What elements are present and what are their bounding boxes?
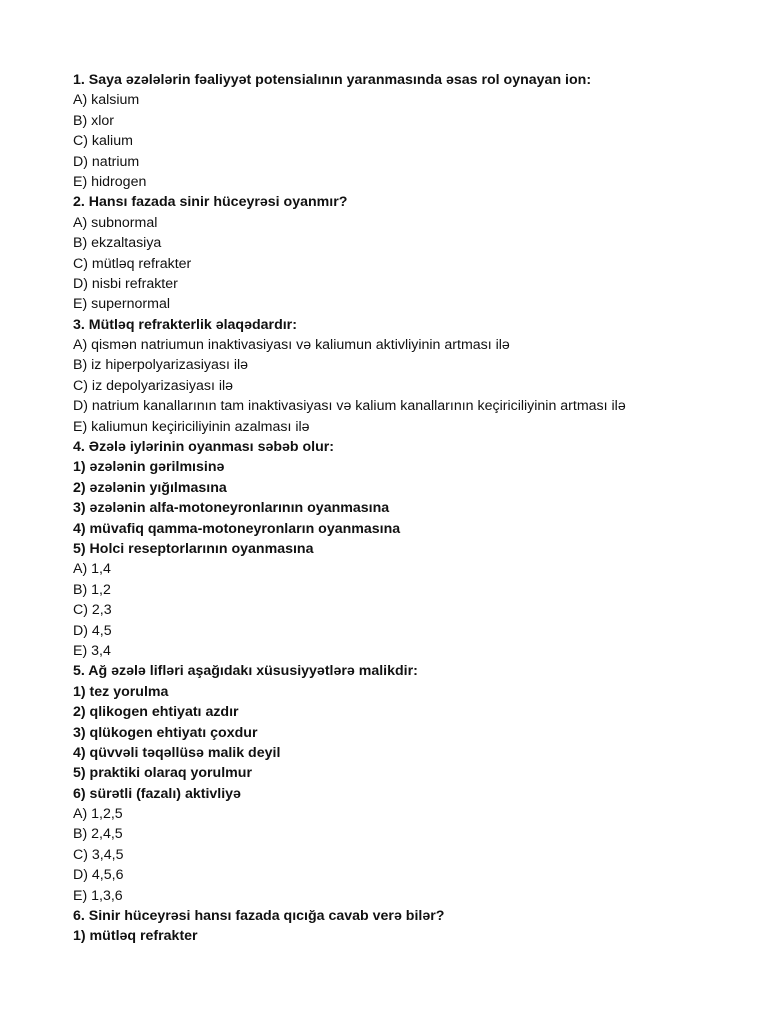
statement-item: 1) əzələnin gərilmısinə: [73, 459, 225, 476]
answer-option: C) 3,4,5: [73, 846, 124, 863]
statement-item: 3) qlükogen ehtiyatı çoxdur: [73, 724, 258, 741]
answer-option: C) kalium: [73, 133, 133, 150]
statement-item: 2) əzələnin yığılmasına: [73, 479, 227, 496]
statement-item: 6) sürətli (fazalı) aktivliyə: [73, 785, 241, 802]
answer-option: E) supernormal: [73, 296, 170, 313]
question-text: 5. Ağ əzələ lifləri aşağıdakı xüsusiyyətlərə malikdir:: [73, 663, 418, 680]
answer-option: A) 1,2,5: [73, 806, 123, 823]
question-text: 2. Hansı fazada sinir hüceyrəsi oyanmır?: [73, 194, 348, 211]
answer-option: D) 4,5,6: [73, 867, 124, 884]
question-text: 1. Saya əzələlərin fəaliyyət potensialının yaranmasında əsas rol oynayan ion:: [73, 72, 592, 88]
answer-option: B) iz hiperpolyarizasiyası ilə: [73, 357, 249, 374]
statement-item: 5) praktiki olaraq yorulmur: [73, 765, 252, 782]
statement-item: 5) Holci reseptorlarının oyanmasına: [73, 540, 314, 557]
answer-option: D) natrium kanallarının tam inaktivasiyası və kalium kanallarının keçiriciliyinin artması ilə: [73, 398, 626, 415]
answer-option: B) ekzaltasiya: [73, 235, 162, 252]
answer-option: B) xlor: [73, 112, 114, 129]
answer-option: D) 4,5: [73, 622, 112, 639]
answer-option: E) 3,4: [73, 642, 111, 659]
answer-option: E) 1,3,6: [73, 887, 123, 904]
statement-item: 1) tez yorulma: [73, 683, 169, 700]
answer-option: B) 2,4,5: [73, 826, 123, 843]
answer-option: A) qismən natriumun inaktivasiyası və kaliumun aktivliyinin artması ilə: [73, 337, 510, 354]
answer-option: D) nisbi refrakter: [73, 275, 178, 292]
answer-option: D) natrium: [73, 153, 140, 170]
document-page: [73, 70, 753, 947]
answer-option: C) 2,3: [73, 602, 112, 619]
question-text: 6. Sinir hüceyrəsi hansı fazada qıcığa cavab verə bilər?: [73, 908, 445, 925]
statement-item: 4) müvafiq qamma-motoneyronların oyanmasına: [73, 520, 401, 537]
answer-option: E) hidrogen: [73, 173, 147, 190]
answer-option: A) kalsium: [73, 92, 140, 109]
statement-item: 4) qüvvəli təqəllüsə malik deyil: [73, 744, 281, 761]
question-text: 4. Əzələ iylərinin oyanması səbəb olur:: [73, 439, 335, 456]
answer-option: A) 1,4: [73, 561, 111, 578]
answer-option: E) kaliumun keçiriciliyinin azalması ilə: [73, 418, 310, 435]
answer-option: C) iz depolyarizasiyası ilə: [73, 377, 234, 394]
answer-option: C) mütləq refrakter: [73, 255, 192, 272]
answer-option: A) subnormal: [73, 214, 158, 231]
statement-item: 2) qlikogen ehtiyatı azdır: [73, 704, 239, 721]
question-text: 3. Mütləq refrakterlik əlaqədardır:: [73, 316, 297, 333]
statement-item: 1) mütləq refrakter: [73, 928, 198, 945]
answer-option: B) 1,2: [73, 581, 111, 598]
statement-item: 3) əzələnin alfa-motoneyronlarının oyanmasına: [73, 500, 390, 517]
